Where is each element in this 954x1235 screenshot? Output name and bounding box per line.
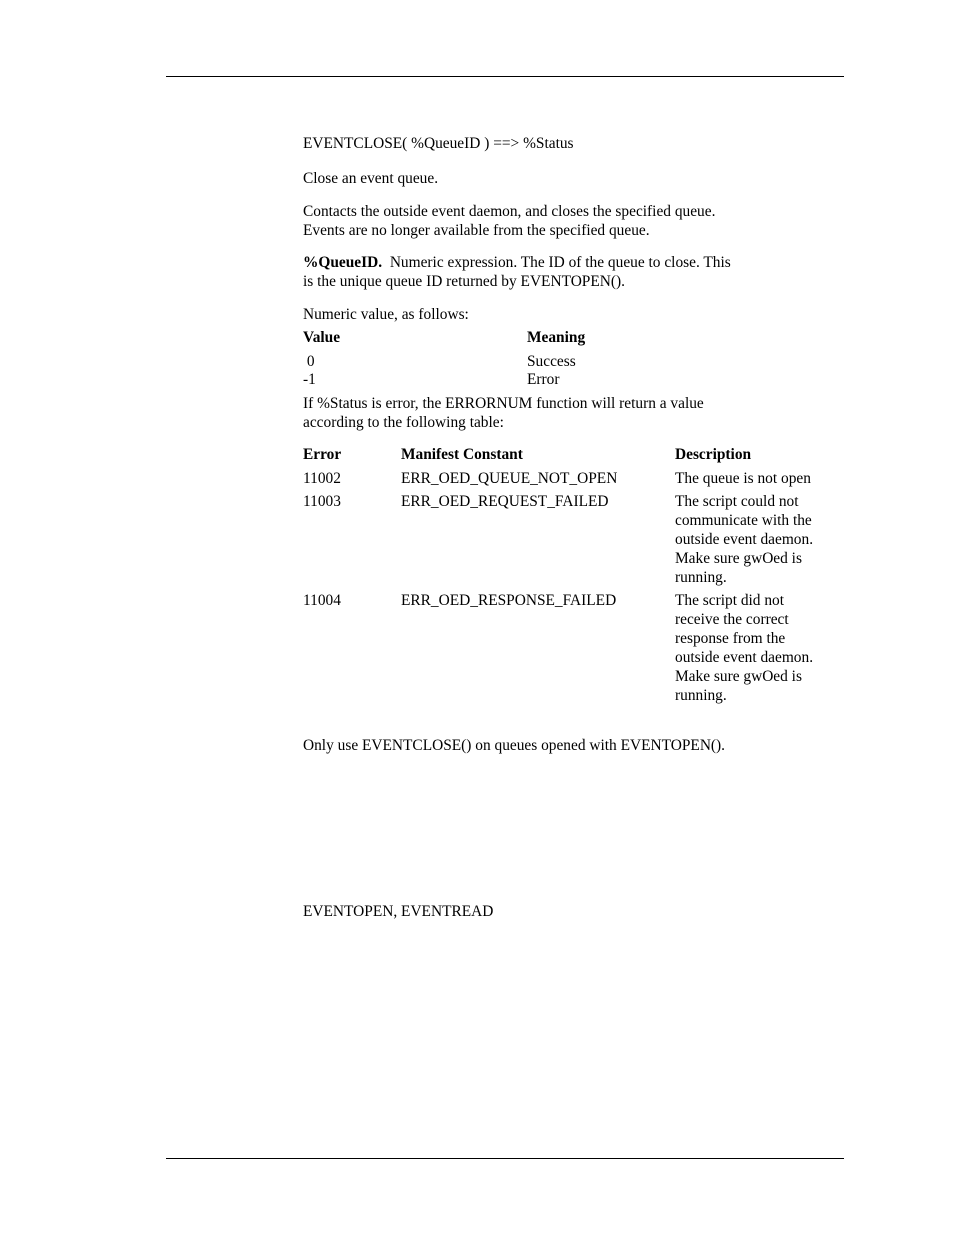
syntax-line: EVENTCLOSE( %QueueID ) ==> %Status [303,135,574,152]
returns-header-value: Value [303,329,341,346]
error-code: 11003 [303,493,341,510]
parameter-line-2: is the unique queue ID returned by EVENTOPEN(). [303,273,625,290]
returns-row-value: -1 [303,371,316,388]
parameter-desc-1: Numeric expression. The ID of the queue to close. This [389,254,731,271]
errors-intro [303,394,704,432]
error-constant: ERR_OED_QUEUE_NOT_OPEN [401,470,618,487]
error-code: 11004 [303,592,341,609]
error-description: The queue is not open [675,470,811,487]
error-constant: ERR_OED_RESPONSE_FAILED [401,592,617,609]
description-text [303,202,715,240]
see-also-text: EVENTOPEN, EVENTREAD [303,903,494,920]
errors-header-code: Error [303,446,342,463]
error-description: The script could not communicate with the outside event daemon. Make sure gwOed is running. [675,493,814,586]
parameter-text [303,253,731,291]
error-description: The script did not receive the correct response from the outside event daemon. Make sure gwOed is running. [675,592,814,704]
description-line-1: Contacts the outside event daemon, and closes the specified queue. [303,203,716,220]
description-line-2: Events are no longer available from the specified queue. [303,222,650,239]
parameter-name: %QueueID. [303,254,383,271]
errors-header-description: Description [675,446,752,463]
summary-text: Close an event queue. [303,170,439,187]
errors-header-constant: Manifest Constant [401,446,523,463]
returns-row-meaning: Error [527,371,560,388]
notes-text: Only use EVENTCLOSE() on queues opened with EVENTOPEN(). [303,737,726,754]
returns-row-value: 0 [303,353,315,370]
parameter-line-1 [303,253,731,272]
footer-rule [166,1158,844,1159]
returns-intro: Numeric value, as follows: [303,306,469,323]
header-rule [166,76,844,77]
returns-header-meaning: Meaning [527,329,586,346]
returns-row-meaning: Success [527,353,576,370]
error-code: 11002 [303,470,341,487]
errors-intro-line-2: according to the following table: [303,414,504,431]
errors-intro-line-1: If %Status is error, the ERRORNUM function will return a value [303,395,704,412]
error-constant: ERR_OED_REQUEST_FAILED [401,493,609,510]
